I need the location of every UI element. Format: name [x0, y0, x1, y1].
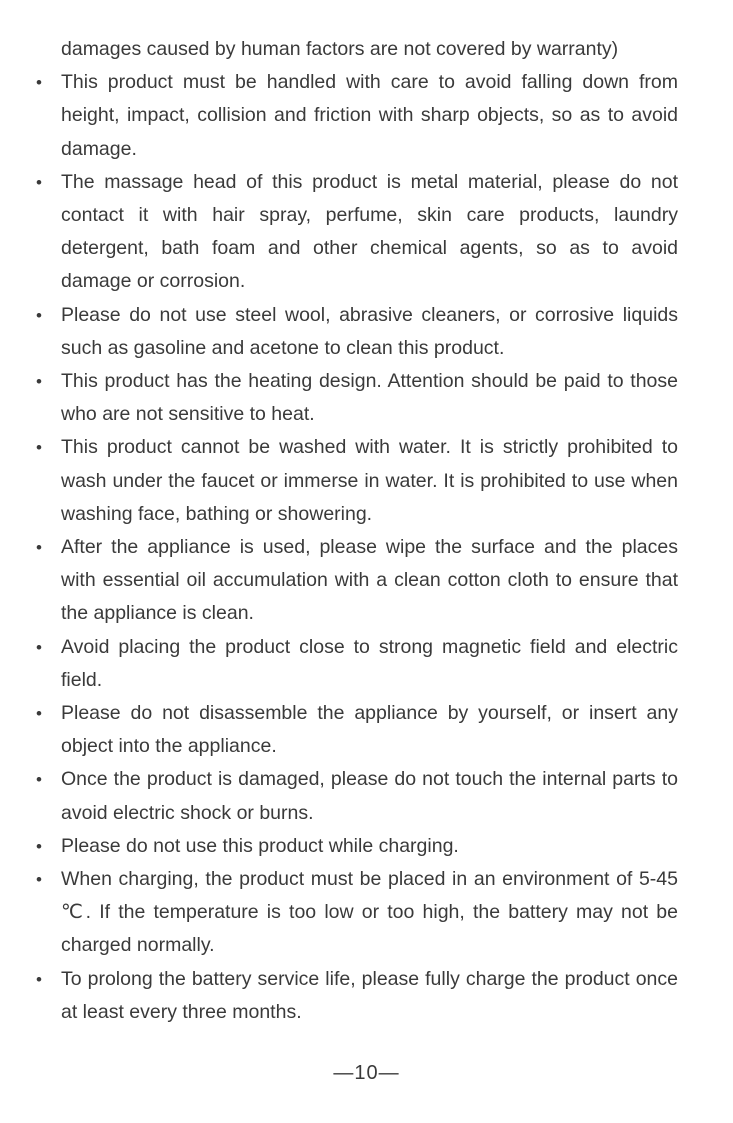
bullet-icon: • — [36, 637, 42, 657]
bullet-icon: • — [36, 73, 42, 93]
list-item-text: Once the product is damaged, please do not touch the internal parts to avoid electric shock or burns. — [61, 768, 678, 824]
list-item-text: This product must be handled with care to avoid falling down from height, impact, collision and friction with sharp objects, so as to avoid damage. — [61, 71, 678, 160]
list-item-text: Please do not use this product while charging. — [61, 834, 459, 857]
bullet-icon: • — [36, 836, 42, 856]
list-item — [36, 66, 678, 166]
list-item — [36, 531, 678, 631]
bullet-icon: • — [36, 372, 42, 392]
page-number: —10— — [333, 1062, 400, 1084]
safety-instructions — [36, 33, 678, 1029]
bullet-icon: • — [36, 305, 42, 325]
list-item-text: When charging, the product must be placed in an environment of 5-45 ℃. If the temperature is too low or too high, the battery may not be charged normally. — [61, 868, 678, 957]
list-item — [36, 431, 678, 531]
bullet-icon: • — [36, 969, 42, 989]
list-item — [36, 763, 678, 829]
list-item — [36, 299, 678, 365]
list-item-text: Please do not use steel wool, abrasive cleaners, or corrosive liquids such as gasoline and acetone to clean this product. — [61, 303, 678, 359]
bullet-icon: • — [36, 704, 42, 724]
list-item — [36, 365, 678, 431]
list-item — [36, 963, 678, 1029]
list-item-text: Avoid placing the product close to strong magnetic field and electric field. — [61, 635, 678, 691]
list-item-text: Please do not disassemble the appliance by yourself, or insert any object into the appliance. — [61, 702, 678, 758]
bullet-icon: • — [36, 538, 42, 558]
list-item-text: After the appliance is used, please wipe the surface and the places with essential oil accumulation with a clean cotton cloth to ensure that the appliance is clean. — [61, 536, 678, 625]
list-item — [36, 631, 678, 697]
bullet-icon: • — [36, 172, 42, 192]
list-item — [36, 863, 678, 963]
list-item — [36, 830, 678, 863]
list-item-text: This product cannot be washed with water. It is strictly prohibited to wash under the faucet or immerse in water. It is prohibited to use when washing face, bathing or showering. — [61, 436, 678, 525]
list-item-text: To prolong the battery service life, please fully charge the product once at least every three months. — [61, 967, 678, 1023]
bullet-icon: • — [36, 438, 42, 458]
list-item-text: The massage head of this product is metal material, please do not contact it with hair spray, perfume, skin care products, laundry detergent, bath foam and other chemical agents, so as to avoid damage or corrosion. — [61, 170, 678, 293]
instruction-list — [36, 66, 678, 1029]
list-item — [36, 697, 678, 763]
bullet-icon: • — [36, 770, 42, 790]
continuation-text: damages caused by human factors are not covered by warranty) — [61, 38, 619, 60]
list-item-text: This product has the heating design. Attention should be paid to those who are not sensitive to heat. — [61, 370, 678, 426]
bullet-icon: • — [36, 870, 42, 890]
list-item — [36, 166, 678, 299]
